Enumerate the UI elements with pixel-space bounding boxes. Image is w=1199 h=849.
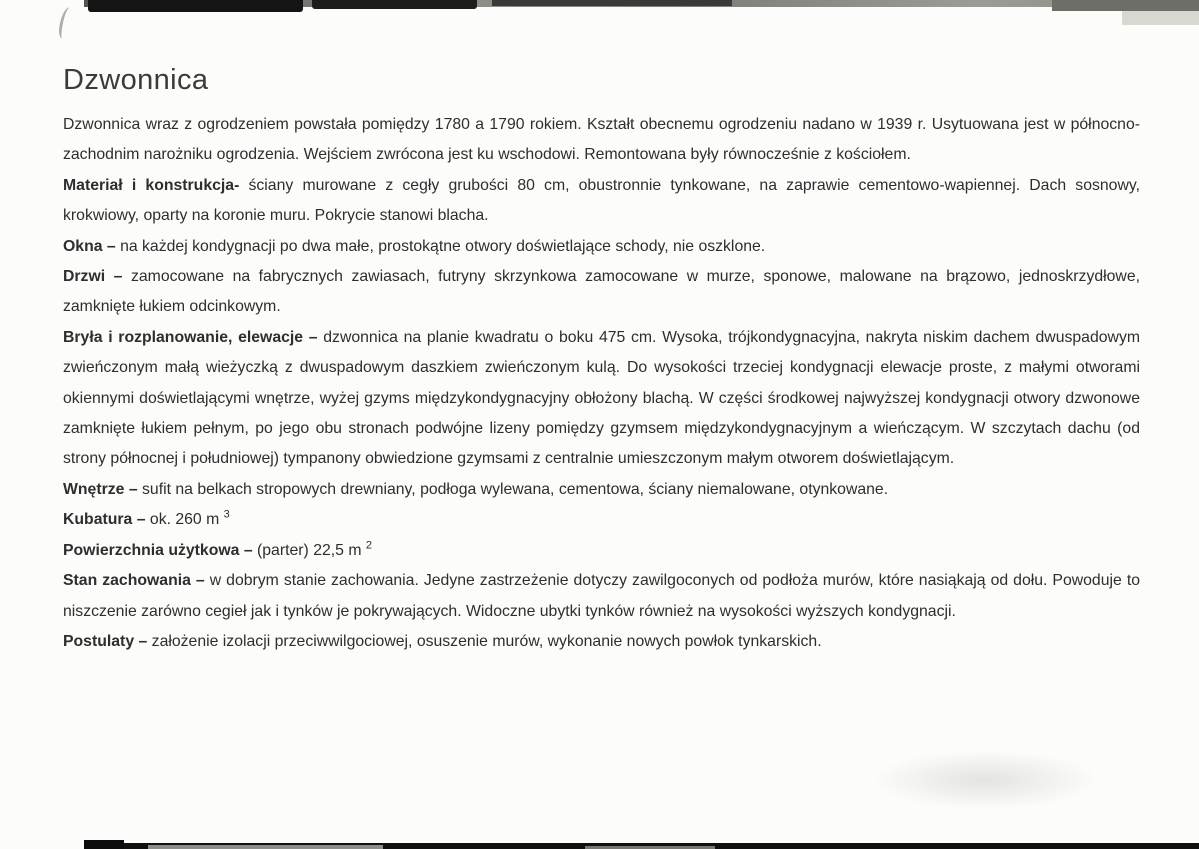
paragraph-material-konstrukcja bbox=[63, 171, 1140, 232]
scan-artifact-bottom-1 bbox=[84, 840, 124, 849]
pen-mark bbox=[57, 6, 74, 40]
paragraph-postulaty bbox=[63, 627, 1140, 657]
paragraph-lead: Kubatura – bbox=[63, 511, 146, 529]
scan-artifact-top-5 bbox=[1122, 11, 1199, 25]
paragraph-text: ok. 260 m bbox=[145, 511, 224, 529]
paragraph-lead: Stan zachowania – bbox=[63, 572, 205, 590]
scan-artifact-top-3 bbox=[492, 0, 732, 6]
paragraph-stan-zachowania bbox=[63, 566, 1140, 627]
paragraph-text: zamocowane na fabrycznych zawiasach, futryny skrzynkowa zamocowane w murze, sponowe, malowane na brązowo, jednoskrzydłowe, zamknięte łukiem odcinkowym. bbox=[63, 268, 1141, 316]
superscript: 2 bbox=[365, 539, 372, 552]
scan-artifact-bottom-2 bbox=[148, 845, 383, 849]
paragraph-intro bbox=[63, 110, 1140, 171]
paragraph-drzwi bbox=[63, 262, 1140, 323]
scan-artifact-top-1 bbox=[88, 0, 303, 12]
paragraph-text: założenie izolacji przeciwwilgociowej, osuszenie murów, wykonanie nowych powłok tynkarskich. bbox=[147, 632, 822, 650]
superscript: 3 bbox=[223, 509, 230, 522]
document-title: Dzwonnica bbox=[63, 64, 209, 96]
paragraph-lead: Okna – bbox=[63, 237, 116, 255]
paragraph-lead: Postulaty – bbox=[63, 632, 148, 650]
scan-smudge bbox=[870, 750, 1100, 810]
paragraph-text: ściany murowane z cegły grubości 80 cm, obustronnie tynkowane, na zaprawie cementowo-wapiennej. Dach sosnowy, krokwiowy, oparty na koronie muru. Pokrycie stanowi blacha. bbox=[63, 176, 1140, 225]
paragraph-bryla-rozplanowanie bbox=[63, 323, 1140, 475]
paragraph-text: (parter) 22,5 m bbox=[252, 541, 366, 559]
document-body bbox=[63, 110, 1140, 657]
paragraph-lead: Drzwi – bbox=[63, 268, 123, 286]
paragraph-lead: Materiał i konstrukcja- bbox=[63, 176, 240, 194]
paragraph-okna bbox=[63, 232, 1140, 262]
scan-artifact-top-4 bbox=[1052, 0, 1199, 11]
paragraph-text: dzwonnica na planie kwadratu o boku 475 cm. Wysoka, trójkondygnacyjna, nakryta niskim dachem dwuspadowym zwieńczonym małą wieżyczką z dwuspadowym daszkiem zwieńczonym kulą. Do wysokości trzeciej kondygnacji elewacje proste, z małymi otworami okiennymi doświetlającymi wnętrze, wyżej gzyms międzykondygnacyjny obłożony blachą. W części środkowej najwyższej kondygnacji otwory dzwonowe zamknięte łukiem pełnym, po jego obu stronach podwójne lizeny pomiędzy gzymsem międzykondygnacyjnym a wieńczącym. W szczytach dachu (od strony północnej i południowej) tympanony obwiedzione gzymsami z centralnie umieszczonym małym otworem doświetlającym. bbox=[63, 328, 1141, 468]
paragraph-text: sufit na belkach stropowych drewniany, podłoga wylewana, cementowa, ściany niemalowane, otynkowane. bbox=[137, 480, 889, 498]
scan-artifact-top-2 bbox=[312, 0, 477, 9]
paragraph-kubatura bbox=[63, 505, 1140, 535]
paragraph-lead: Bryła i rozplanowanie, elewacje – bbox=[63, 328, 318, 346]
paragraph-lead: Powierzchnia użytkowa – bbox=[63, 541, 253, 559]
paragraph-powierzchnia-uzytkowa bbox=[63, 536, 1140, 566]
paragraph-text: w dobrym stanie zachowania. Jedyne zastrzeżenie dotyczy zawilgoconych od podłoża murów, które nasiąkają od dołu. Powoduje to niszczenie zarówno cegieł jak i tynków je pokrywających. Widoczne ubytki tynków również na wysokości wyższych kondygnacji. bbox=[63, 572, 1140, 620]
paragraph-text: Dzwonnica wraz z ogrodzeniem powstała pomiędzy 1780 a 1790 rokiem. Kształt obecnemu ogrodzeniu nadano w 1939 r. Usytuowana jest w północno-zachodnim narożniku ogrodzenia. Wejściem zwrócona jest ku wschodowi. Remontowana były równocześnie z kościołem. bbox=[63, 116, 1140, 164]
paragraph-text: na każdej kondygnacji po dwa małe, prostokątne otwory doświetlające schody, nie oszklone. bbox=[115, 237, 766, 255]
paragraph-wnetrze bbox=[63, 475, 1140, 505]
paragraph-lead: Wnętrze – bbox=[63, 480, 138, 498]
